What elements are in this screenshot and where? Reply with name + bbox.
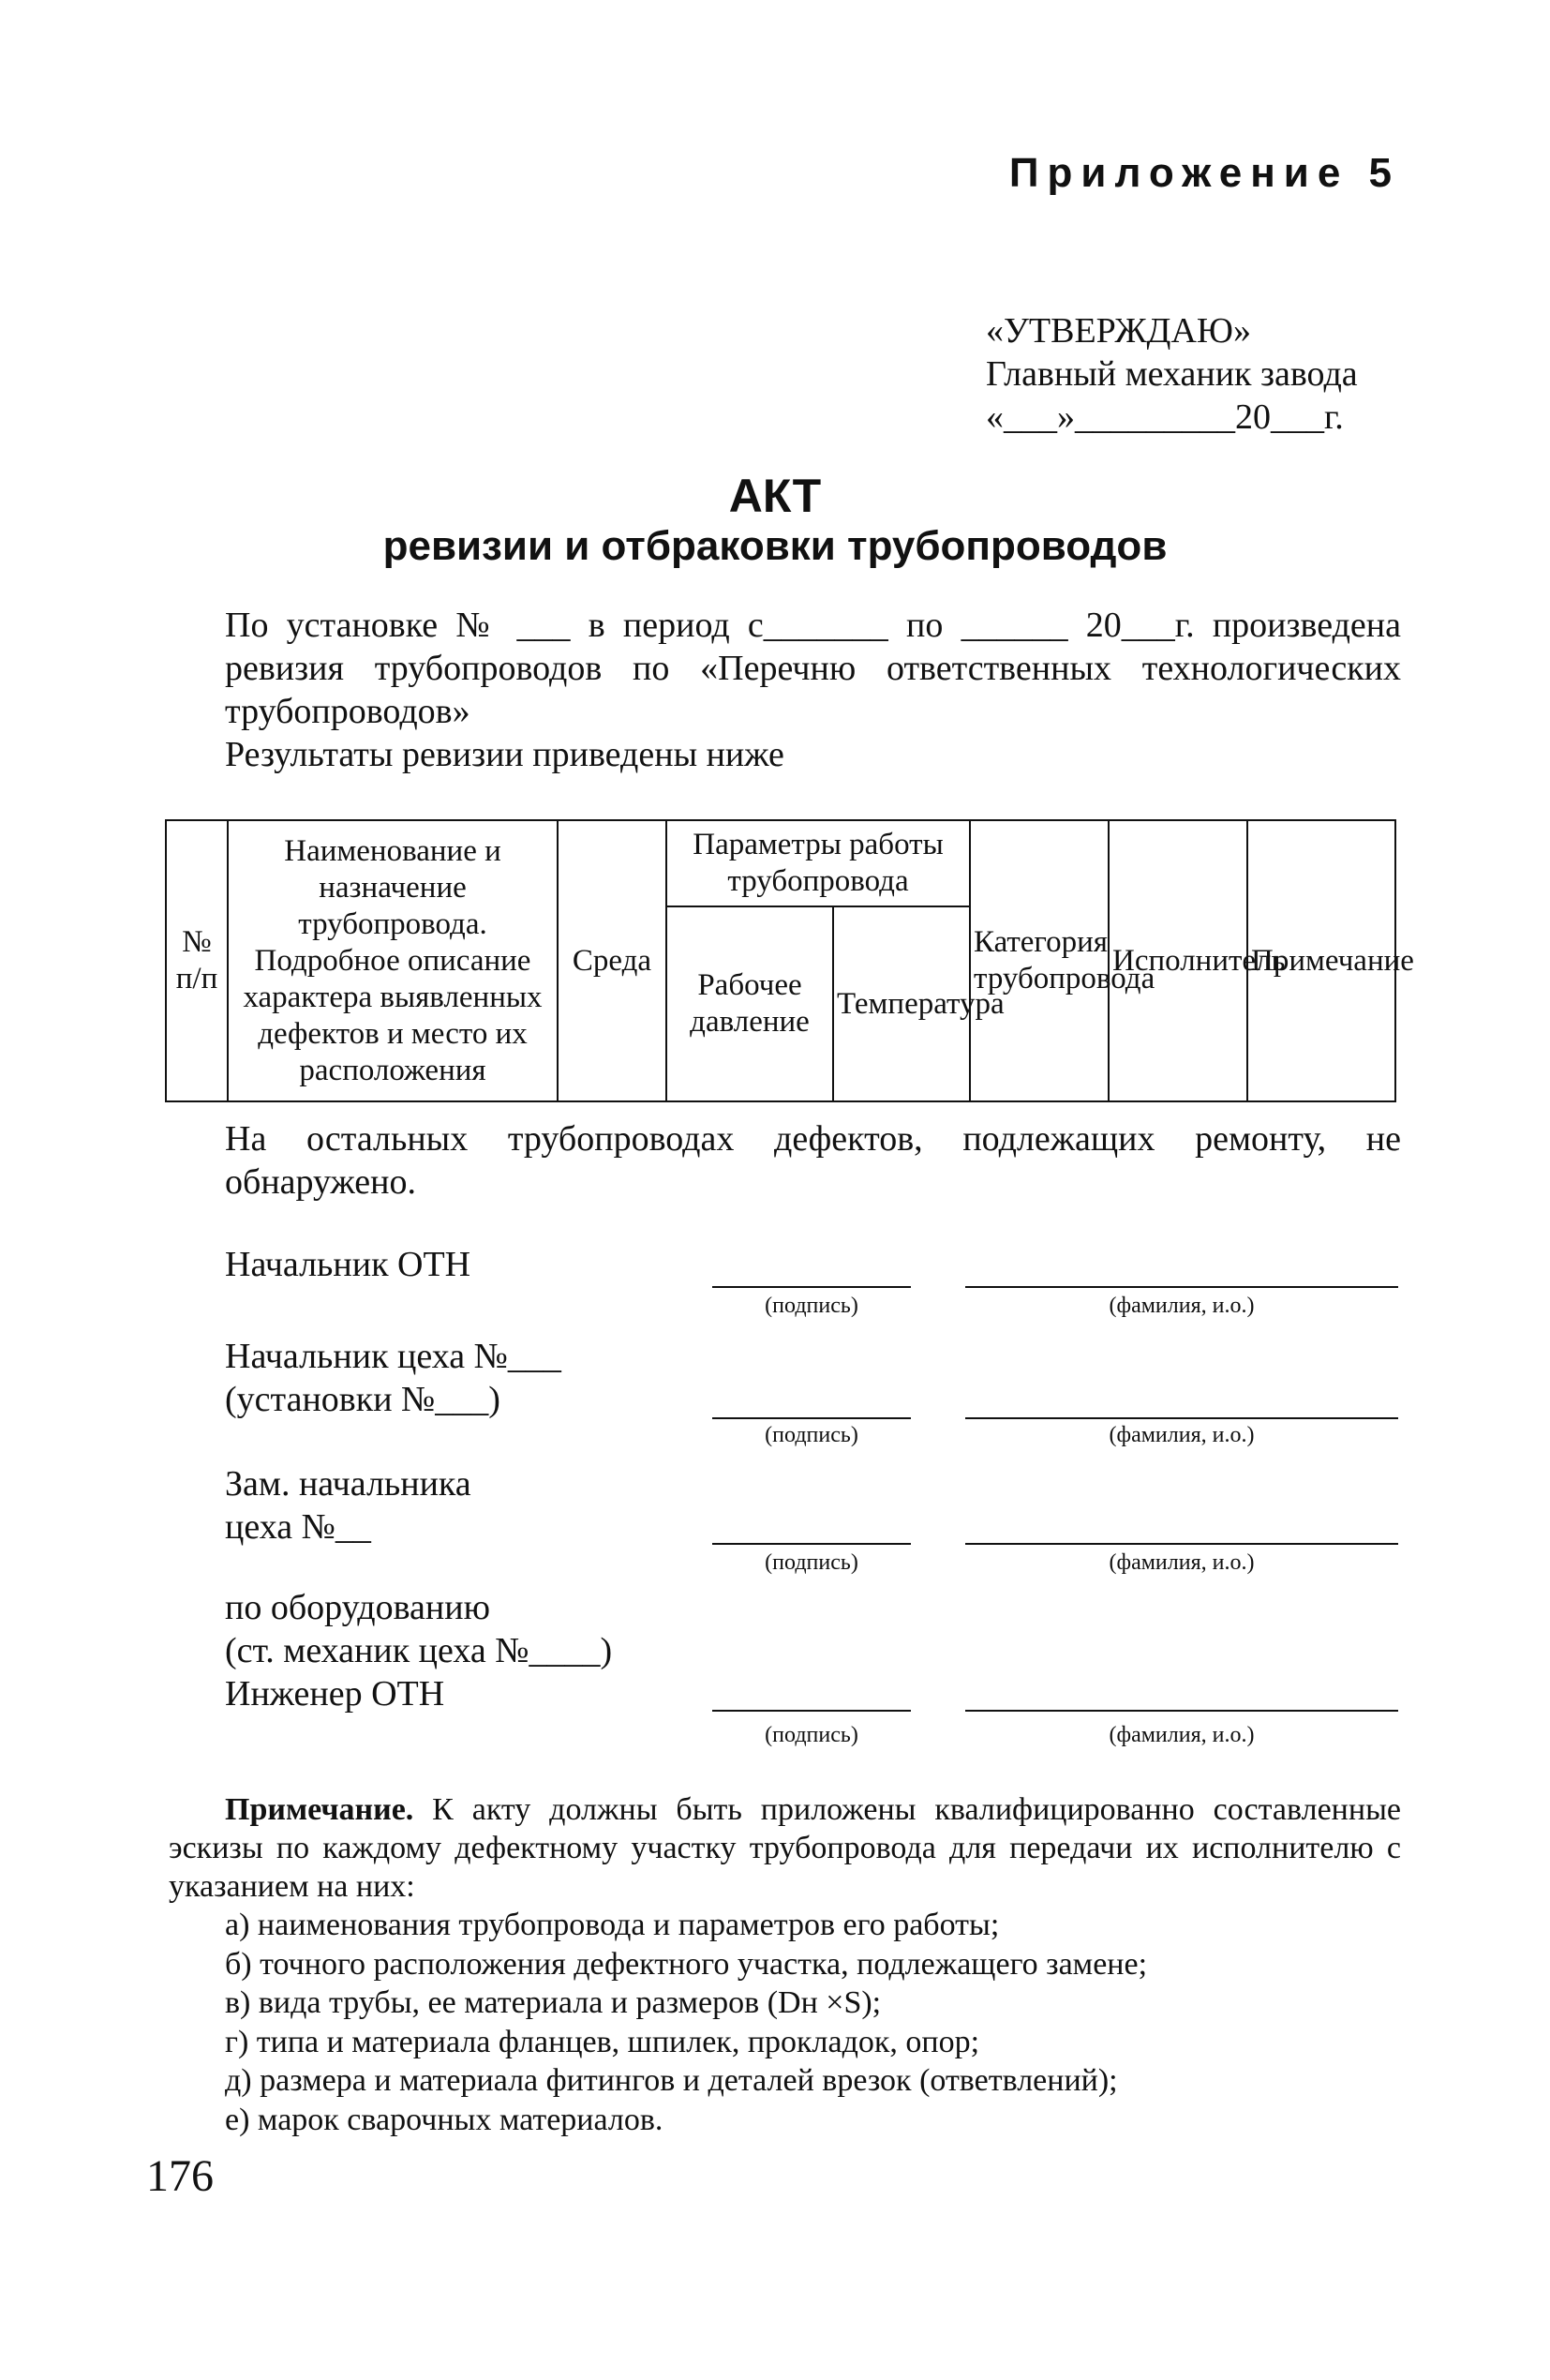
note-text: К акту должны быть приложены квалифицированно составленные эскизы по каждому дефектному участку трубопровода для передачи их исполнителю с указанием на них: <box>169 1792 1401 1904</box>
approval-line-3: «___»_________20___г. <box>986 397 1344 437</box>
note-list-item: б) точного расположения дефектного участка, подлежащего замене; <box>225 1946 1148 1982</box>
page-number: 176 <box>146 2151 214 2201</box>
signatory-equipment <box>225 1586 612 1715</box>
note-label: Примечание. <box>225 1792 414 1827</box>
signatory-equipment-line1: по оборудованию <box>225 1588 490 1627</box>
signature-line <box>712 1543 911 1545</box>
document-subtitle: ревизии и отбраковки трубопроводов <box>382 523 1168 569</box>
note-paragraph <box>169 1790 1401 1906</box>
header-executor: Исполнитель <box>1109 820 1247 1101</box>
note-list-item: г) типа и материала фланцев, шпилек, прокладок, опор; <box>225 2024 980 2059</box>
signature-caption: (подпись) <box>765 1723 858 1747</box>
note-list-item: а) наименования трубопровода и параметров его работы; <box>225 1908 1000 1942</box>
header-number: № п/п <box>166 820 228 1101</box>
note-list-item: в) вида трубы, ее материала и размеров (Dн ×S); <box>225 1985 882 2020</box>
signatory-engineer: Инженер ОТН <box>225 1674 445 1714</box>
intro-paragraph <box>169 604 1401 776</box>
signature-line <box>712 1417 911 1419</box>
name-line <box>965 1417 1398 1419</box>
document-title: АКТ <box>728 470 822 522</box>
header-category: Категория трубопровода <box>970 820 1109 1101</box>
signature-caption: (подпись) <box>765 1550 858 1575</box>
signatory-otn-head: Начальник ОТН <box>225 1245 471 1284</box>
results-table <box>165 819 1414 1102</box>
header-temperature: Температура <box>833 906 970 1101</box>
name-line <box>965 1286 1398 1288</box>
signature-caption: (подпись) <box>765 1294 858 1318</box>
name-caption: (фамилия, и.о.) <box>1109 1723 1255 1747</box>
signature-line <box>712 1286 911 1288</box>
header-medium: Среда <box>558 820 666 1101</box>
name-caption: (фамилия, и.о.) <box>1109 1423 1255 1447</box>
note-list <box>225 1906 1147 2139</box>
name-caption: (фамилия, и.о.) <box>1109 1550 1255 1575</box>
signature-line <box>712 1710 911 1712</box>
after-table-paragraph <box>169 1117 1401 1204</box>
name-line <box>965 1543 1398 1545</box>
name-line <box>965 1710 1398 1712</box>
intro-text: По установке № ___ в период с_______ по ______ 20___г. произведена ревизия трубопроводов по «Перечню ответственных технологических трубопроводов» <box>225 606 1401 731</box>
header-pipeline-name: Наименование и назначение трубопровода. Подробное описание характера выявленных дефектов и место их расположения <box>228 820 558 1101</box>
after-table-text: На остальных трубопроводах дефектов, подлежащих ремонту, не обнаружено. <box>225 1119 1401 1202</box>
note-list-item: д) размера и материала фитингов и деталей врезок (ответвлений); <box>225 2063 1118 2098</box>
header-operating-params: Параметры работы трубопровода <box>666 820 970 906</box>
note-list-item: е) марок сварочных материалов. <box>225 2102 663 2137</box>
header-pressure: Рабочее давление <box>666 906 833 1101</box>
signatory-deputy-head-line1: Зам. начальника <box>225 1464 471 1504</box>
signatory-equipment-line2: (ст. механик цеха №____) <box>225 1631 613 1670</box>
approval-line-2: Главный механик завода <box>986 354 1358 394</box>
signatory-deputy-head-line2: цеха №__ <box>225 1507 371 1547</box>
intro-results: Результаты ревизии приведены ниже <box>225 735 784 774</box>
header-note: Примечание <box>1247 820 1395 1101</box>
name-caption: (фамилия, и.о.) <box>1109 1294 1255 1318</box>
approval-block <box>986 309 1358 439</box>
signatory-shop-head-line1: Начальник цеха №___ <box>225 1337 561 1376</box>
appendix-heading: Приложение 5 <box>1008 150 1400 196</box>
approval-line-1: «УТВЕРЖДАЮ» <box>986 311 1251 351</box>
signatory-deputy-head <box>225 1462 471 1549</box>
signature-caption: (подпись) <box>765 1423 858 1447</box>
signatory-shop-head-line2: (установки №___) <box>225 1380 500 1419</box>
signatory-shop-head <box>225 1335 561 1421</box>
